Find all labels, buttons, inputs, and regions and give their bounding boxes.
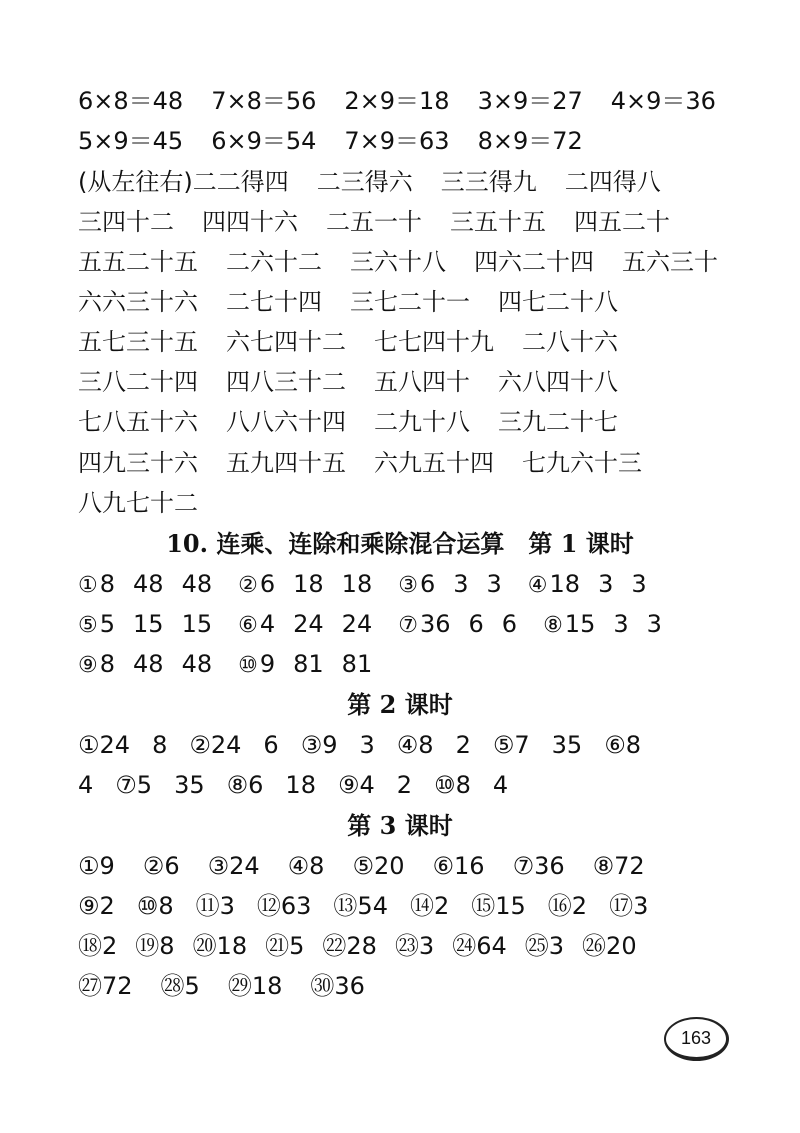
answer: ③24 [207,852,260,880]
answer: ㉙18 [227,972,283,1000]
answer: ⑧6 [226,771,264,799]
multiplication-row-2 [78,121,760,161]
answer-value: 15 [181,610,213,638]
answer: ⑧72 [592,852,645,880]
question-number: ⑥ [238,613,258,638]
answer: ⑰3 [609,892,649,920]
question-number: ④ [527,573,548,598]
answer: ①9 [78,852,115,880]
answer-value: 24 [341,610,373,638]
rhyme: 二六十二 [226,248,322,276]
answer: ⑬54 [333,892,388,920]
rhyme: 四八三十二 [226,368,346,396]
rhyme: 二五一十 [326,208,422,236]
lesson-3-row-2 [78,886,760,926]
question-number: ⑦ [398,613,418,638]
rhyme: 二九十八 [374,408,470,436]
rhyme: 三四十二 [78,208,174,236]
equation: 6×9＝54 [211,127,317,155]
equation: 7×8＝56 [211,87,317,115]
rhyme: 五五二十五 [78,248,198,276]
answer-value: 5 [99,610,116,638]
answer: 35 [174,771,205,799]
equation: 3×9＝27 [477,87,583,115]
answer: ㉕3 [524,932,565,960]
answer: ⑮15 [471,892,526,920]
answer-value: 8 [99,570,116,598]
answer: ⑦5 [115,771,153,799]
answer: ⑭2 [409,892,450,920]
question-number: ③ [398,573,418,598]
answer-value: 3 [613,610,629,638]
lesson-3-row-4 [78,966,760,1006]
answer-value: 18 [341,570,373,598]
rhyme: 五七三十五 [78,328,198,356]
answer-group [528,564,647,606]
answer: 2 [455,731,471,759]
answer: ①24 [78,731,131,759]
answer-value: 3 [646,610,662,638]
answer-group [78,644,212,686]
answer-value: 3 [453,570,469,598]
rhyme: 四六二十四 [474,248,594,276]
page-number: 163 [664,1017,729,1061]
answer-value: 6 [501,610,518,638]
answer: ⑨2 [78,892,115,920]
answer: 35 [551,731,583,759]
equation: 6×8＝48 [78,87,184,115]
question-number: ① [78,573,98,598]
section-10-row-3 [78,644,760,684]
rhyme: 八九七十二 [78,489,198,517]
answer: ⑳18 [192,932,248,960]
answer-group [398,564,502,606]
answer: ㉔64 [452,932,507,960]
answer: ㉗72 [78,972,133,1000]
answer: ⑨4 [337,771,375,799]
answer-value: 3 [598,570,614,598]
rhyme-row-7 [78,402,760,442]
rhyme-row-8 [78,443,760,483]
answer-value: 81 [293,650,324,678]
answer-value: 4 [259,610,276,638]
answer-value: 15 [133,610,164,638]
answer-value: 36 [419,610,451,638]
answer-group [398,604,517,646]
rhyme: 三五十五 [450,208,546,236]
rhyme: 三六十八 [350,248,446,276]
answer-value: 6 [468,610,484,638]
rhyme: 二三得六 [316,168,413,196]
rhyme: 四九三十六 [78,449,198,477]
answer: 4 [78,771,94,799]
rhyme: 二七十四 [226,288,322,316]
answer-group [543,604,662,646]
rhyme: 三八二十四 [78,368,198,396]
equation: 7×9＝63 [344,127,450,155]
rhyme: 六九五十四 [374,449,494,477]
rhyme: 三七二十一 [350,288,470,316]
lesson-2-row-1 [78,725,760,765]
answer: ㉘5 [160,972,200,1000]
answer: ⑥8 [604,731,641,759]
answer-value: 15 [564,610,596,638]
answer: ⑤7 [492,731,530,759]
answer-value: 48 [133,570,164,598]
section-10-row-2 [78,604,760,644]
answer: ⑦36 [512,852,565,880]
answer-value: 3 [631,570,647,598]
rhyme-row-6 [78,362,760,402]
answer: ⑫63 [256,892,312,920]
question-number: ⑨ [78,653,98,678]
answer-value: 18 [549,570,581,598]
answer-value: 9 [259,650,276,678]
answer-value: 81 [341,650,373,678]
rhyme: 二八十六 [522,328,618,356]
lesson-2-row-2 [78,765,760,805]
multiplication-row-1 [78,81,760,121]
answer: ⑱2 [78,932,118,960]
answer: 18 [285,771,316,799]
answer: ㉒28 [322,932,377,960]
rhyme: 二四得八 [564,168,661,196]
equation: 4×9＝36 [610,87,716,115]
rhyme-row-2 [78,202,760,242]
answer-value: 48 [133,650,164,678]
rhyme: 六六三十六 [78,288,198,316]
rhyme: 四七二十八 [498,288,618,316]
answer-group [78,564,212,606]
answer: ㉖20 [582,932,637,960]
answer: 3 [359,731,375,759]
equation: 8×9＝72 [477,127,583,155]
answer: ⑪3 [195,892,235,920]
answer-value: 3 [486,570,502,598]
rhyme-row-9 [78,483,760,523]
rhyme: 六八四十八 [498,368,618,396]
rhyme: 五八四十 [374,368,470,396]
answer-value: 8 [99,650,116,678]
lesson-3-row-1 [78,846,760,886]
answer: ㉚36 [310,972,365,1000]
answer: ⑤20 [352,852,405,880]
answer: ㉑5 [265,932,305,960]
question-number: ⑤ [78,613,98,638]
rhyme: (从左往右)二二得四 [78,168,289,196]
rhyme: 七七四十九 [374,328,494,356]
answer: ③9 [300,731,338,759]
answer-value: 48 [181,570,213,598]
equation: 5×9＝45 [78,127,184,155]
answer: ②6 [142,852,180,880]
rhyme: 五九四十五 [226,449,346,477]
lesson-2-title: 第 2 课时 [347,690,453,719]
answer-group [78,604,212,646]
answer: ⑩8 [136,892,174,920]
rhyme: 四四十六 [202,208,298,236]
rhyme: 三九二十七 [498,408,618,436]
answer: 6 [263,731,279,759]
answer-value: 6 [259,570,276,598]
section-10-title: 10. 连乘、连除和乘除混合运算 第 1 课时 [166,529,634,558]
answer: ㉓3 [394,932,435,960]
answer: ④8 [396,731,434,759]
rhyme-row-1 [78,162,760,202]
rhyme-row-3 [78,242,760,282]
answer: 8 [152,731,168,759]
lesson-3-row-3 [78,926,760,966]
rhyme: 七八五十六 [78,408,198,436]
rhyme: 三三得九 [440,168,537,196]
answer: ②24 [189,731,242,759]
question-number: ② [238,573,258,598]
answer: ⑩8 [434,771,471,799]
rhyme-row-5 [78,322,760,362]
answer-value: 6 [419,570,436,598]
equation: 2×9＝18 [344,87,450,115]
answer-group [238,564,372,606]
answer-value: 48 [181,650,213,678]
answer-value: 18 [293,570,324,598]
answer-value: 24 [293,610,324,638]
rhyme-row-4 [78,282,760,322]
answer: ⑲8 [135,932,175,960]
answer-group [238,644,372,686]
answer: ④8 [287,852,325,880]
rhyme: 七九六十三 [522,449,642,477]
rhyme: 八八六十四 [226,408,346,436]
lesson-3-title: 第 3 课时 [347,811,453,840]
question-number: ⑩ [238,653,258,678]
section-10-row-1 [78,564,760,604]
answer: ⑥16 [432,852,485,880]
answer: 2 [396,771,413,799]
rhyme: 六七四十二 [226,328,346,356]
rhyme: 四五二十 [574,208,670,236]
answer-group [238,604,372,646]
answer: ⑯2 [547,892,588,920]
answer: 4 [492,771,509,799]
question-number: ⑧ [543,613,563,638]
rhyme: 五六三十 [622,248,718,276]
